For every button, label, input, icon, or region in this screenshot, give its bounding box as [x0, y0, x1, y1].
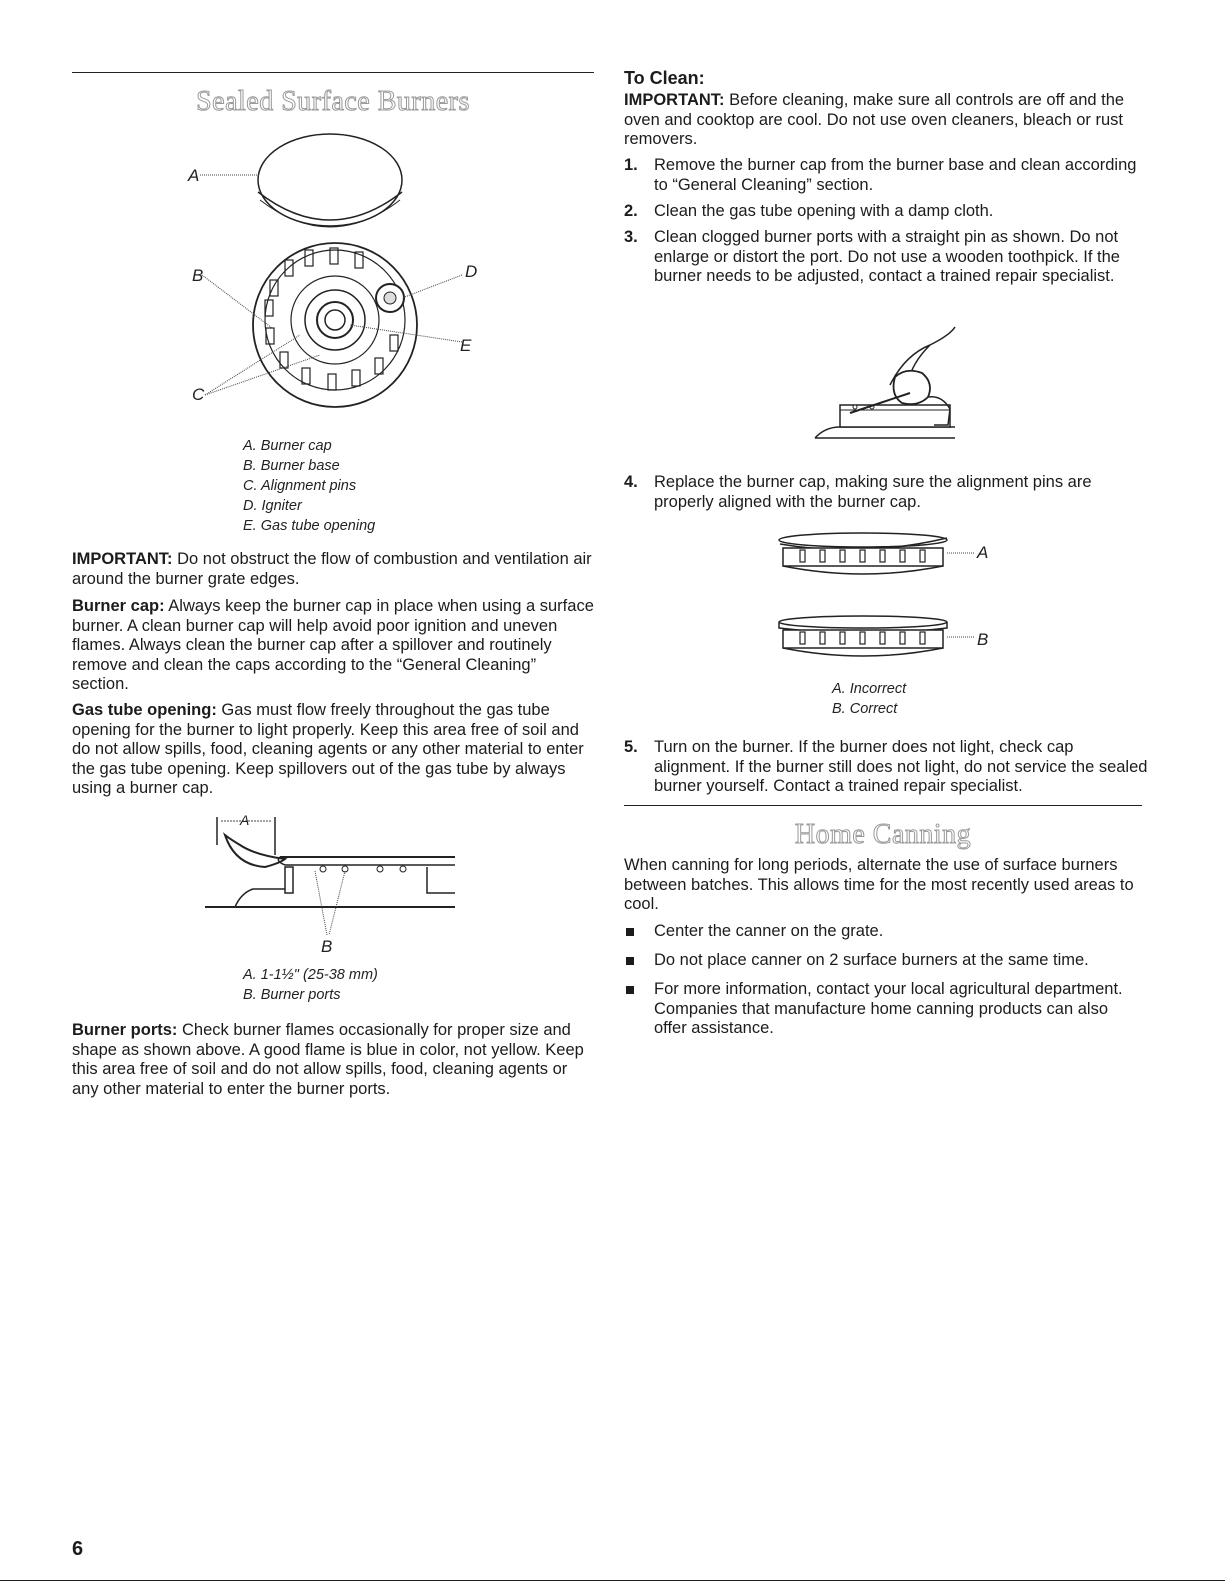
bullet-text: Do not place canner on 2 surface burners at the same time. [654, 951, 1089, 969]
step-text: Clean clogged burner ports with a straight pin as shown. Do not enlarge or distort the port. Do not use a wooden toothpick. If the burner needs to be adjusted, contact a trained repair specialist. [654, 228, 1120, 286]
top-rule-left [72, 72, 594, 73]
label-a-cap: A [977, 543, 989, 562]
canning-paragraph: When canning for long periods, alternate the use of surface burners between batches. This allows time for the most recently used areas to cool. [624, 856, 1134, 914]
bullet-text: Center the canner on the grate. [654, 922, 884, 940]
caption-burner-cap: A. Burner cap [243, 438, 332, 454]
bullet-marker [626, 928, 634, 936]
rule-home-canning [624, 805, 1142, 806]
caption-gas-tube-opening: E. Gas tube opening [243, 518, 376, 534]
caption-alignment-pins: C. Alignment pins [243, 478, 357, 494]
label-a-flame: A [240, 812, 250, 828]
bullet-marker [626, 957, 634, 965]
step-text: Remove the burner cap from the burner base and clean according to “General Cleaning” section. [654, 156, 1137, 194]
caption-correct: B. Correct [832, 701, 898, 717]
caption-incorrect: A. Incorrect [832, 681, 907, 697]
label-c-burner: C [192, 385, 205, 404]
caption-igniter: D. Igniter [243, 498, 302, 514]
burner-diagram [180, 130, 500, 440]
bottom-edge-line [0, 1580, 1225, 1581]
gas-tube-paragraph: Gas tube opening: Gas must flow freely throughout the gas tube opening for the burner to light properly. Keep this area free of soil and do not allow spills, food, cleaning agents or any other material to enter the gas tube opening. Keep spillovers out of the gas tube by always using a burner cap. [72, 701, 584, 798]
to-clean-heading: To Clean: [624, 68, 705, 88]
step-text: Replace the burner cap, making sure the alignment pins are properly aligned with the burner cap. [654, 473, 1092, 511]
section-title-sealed-burners: Sealed Surface Burners [196, 86, 470, 117]
important-paragraph-left: IMPORTANT: Do not obstruct the flow of combustion and ventilation air around the burner grate edges. [72, 550, 592, 588]
caption-burner-base: B. Burner base [243, 458, 340, 474]
caption-burner-ports: B. Burner ports [243, 987, 341, 1003]
bullet-marker [626, 986, 634, 994]
step-number: 1. [624, 156, 638, 174]
burner-ports-paragraph: Burner ports: Check burner flames occasionally for proper size and shape as shown above. A good flame is blue in color, not yellow. Keep this area free of soil and do not allow spills, food, cleaning agents or any other material to enter the burner ports. [72, 1021, 584, 1098]
caption-flame-distance: A. 1-1½" (25-38 mm) [243, 967, 378, 983]
cap-incorrect-illustration [775, 530, 955, 585]
step-text: Clean the gas tube opening with a damp cloth. [654, 202, 994, 220]
label-b-cap: B [977, 630, 989, 649]
section-title-home-canning: Home Canning [794, 819, 972, 850]
label-b-burner: B [192, 266, 204, 285]
pin-cleaning-illustration [810, 325, 960, 443]
step-number: 5. [624, 738, 638, 756]
bullet-text: For more information, contact your local agricultural department. Companies that manufacture home canning products can also offer assistance. [654, 980, 1123, 1038]
important-paragraph-right: IMPORTANT: Before cleaning, make sure all controls are off and the oven and cooktop are cool. Do not use oven cleaners, bleach or rust removers. [624, 91, 1125, 149]
label-a-burner: A [188, 166, 200, 185]
label-b-flame: B [321, 937, 333, 956]
flame-diagram [205, 815, 465, 935]
label-d-burner: D [465, 262, 478, 281]
step-number: 3. [624, 228, 638, 246]
step-number: 2. [624, 202, 638, 220]
cap-correct-illustration [775, 614, 955, 669]
label-e-burner: E [460, 336, 472, 355]
step-text: Turn on the burner. If the burner does not light, check cap alignment. If the burner still does not light, do not service the sealed burner yourself. Contact a trained repair specialist. [654, 738, 1148, 796]
burner-cap-paragraph: Burner cap: Always keep the burner cap in place when using a surface burner. A clean burner cap will help avoid poor ignition and uneven flames. Always clean the burner cap after a spillover and routinely remove and clean the caps according to the “General Cleaning” section. [72, 597, 594, 694]
page-number: 6 [72, 1538, 84, 1560]
step-number: 4. [624, 473, 638, 491]
